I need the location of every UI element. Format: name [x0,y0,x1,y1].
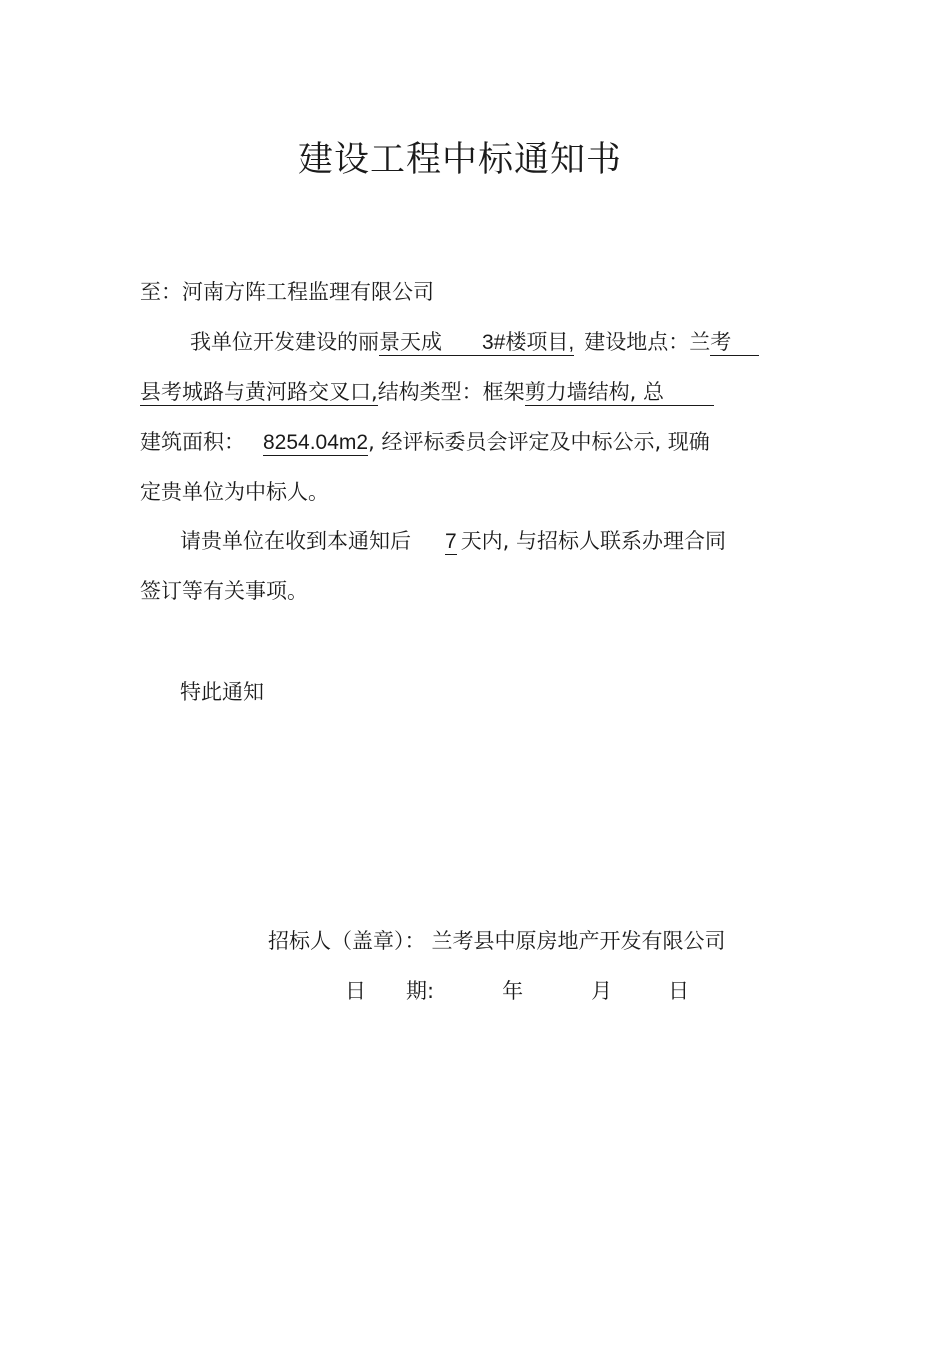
area-value: 8254.04m2 [263,431,369,454]
project-name: 景天成 3#楼项目, [379,330,575,354]
area-after: , 经评标委员会评定及中标公示, 现确 [368,430,710,454]
location-value-end: 县考城路与黄河路交叉口, [140,380,378,404]
para2-after-days: 天内, 与招标人联系办理合同 [460,529,727,553]
para1-line2 [140,377,714,407]
para2-before-days: 请贵单位在收到本通知后 [180,529,411,553]
closing-text: 特此通知 [180,680,264,704]
date-day: 日 [668,979,690,1003]
para1-line4: 定贵单位为中标人。 [140,480,329,504]
addressee-line [140,277,434,307]
structure-value: 剪力墙结构, 总 [525,380,714,406]
para1-intro: 我单位开发建设的丽 [190,330,379,354]
date-month: 月 [591,979,613,1003]
para1-line3 [140,427,710,458]
date-label-period: 期: [406,979,435,1003]
date-line [345,976,689,1006]
date-year: 年 [502,979,524,1003]
addressee-prefix: 至： [140,280,182,304]
addressee-name: 河南方阵工程监理有限公司 [182,280,434,304]
para2-line2: 签订等有关事项。 [140,579,308,603]
para2-line1 [180,526,726,557]
signature-line [268,926,726,956]
date-label-day: 日 [345,979,366,1003]
para1-line1 [190,327,759,358]
structure-label: 结构类型：框架 [377,380,525,404]
area-label: 建筑面积： [140,430,245,454]
document-title: 建设工程中标通知书 [297,140,622,180]
signature-company: 兰考县中原房地产开发有限公司 [431,929,726,953]
location-value-start: 考 [710,330,759,356]
days-value: 7 [445,530,457,553]
signature-label: 招标人（盖章）： [268,929,426,953]
location-label: 建设地点：兰 [584,330,711,354]
